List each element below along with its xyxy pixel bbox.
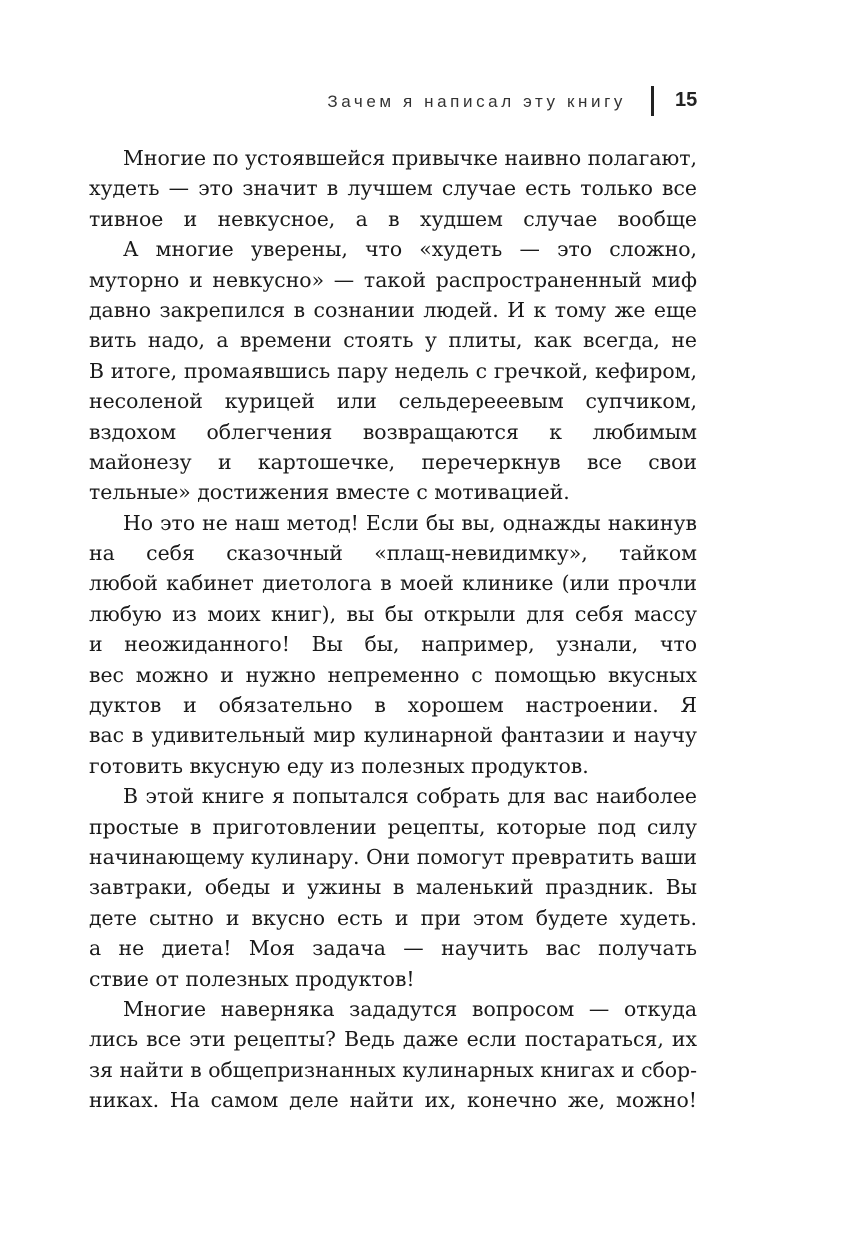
- text-line: никах. На самом деле найти их, конечно же, можно!: [89, 1088, 697, 1113]
- text-line: зя найти в общепризнанных кулинарных книгах и сбор-: [89, 1057, 697, 1082]
- text-line: тельные» достижения вместе с мотивацией.: [89, 480, 570, 505]
- text-line: и неожиданного! Вы бы, например, узнали, что: [89, 632, 697, 657]
- text-line: завтраки, обеды и ужины в маленький праздник. Вы: [89, 875, 697, 900]
- text-line: вздохом облегчения возвращаются к любимым: [89, 419, 697, 444]
- running-header: [0, 86, 844, 120]
- text-line: А многие уверены, что «худеть — это сложно,: [123, 237, 697, 262]
- text-line: несоленой курицей или сельдерееевым супчиком,: [89, 389, 697, 414]
- text-line: начинающему кулинару. Они помогут превратить ваши: [89, 844, 697, 869]
- text-line: вить надо, а времени стоять у плиты, как всегда, не: [89, 328, 697, 353]
- text-line: любой кабинет диетолога в моей клинике (или прочли: [89, 571, 697, 596]
- text-line: В итоге, промаявшись пару недель с гречкой, кефиром,: [89, 358, 697, 383]
- text-line: Многие наверняка зададутся вопросом — откуда: [123, 996, 697, 1021]
- body-text: [89, 143, 697, 1116]
- text-line: на себя сказочный «плащ-невидимку», тайком: [89, 541, 697, 566]
- text-line: готовить вкусную еду из полезных продуктов.: [89, 753, 589, 778]
- text-line: тивное и невкусное, а в худшем случае вообще: [89, 206, 697, 231]
- header-divider: [651, 86, 654, 116]
- text-line: а не диета! Моя задача — научить вас получать: [89, 936, 697, 961]
- text-line: любую из моих книг), вы бы открыли для себя массу: [89, 601, 697, 626]
- text-line: вес можно и нужно непременно с помощью вкусных: [89, 662, 697, 687]
- text-line: давно закрепился в сознании людей. И к тому же еще: [89, 297, 697, 322]
- text-line: лись все эти рецепты? Ведь даже если постараться, их: [89, 1027, 697, 1052]
- text-line: Но это не наш метод! Если бы вы, однажды накинув: [123, 510, 697, 535]
- text-line: майонезу и картошечке, перечеркнув все свои: [89, 449, 697, 474]
- text-line: вас в удивительный мир кулинарной фантазии и научу: [89, 723, 697, 748]
- text-line: В этой книге я попытался собрать для вас наиболее: [123, 784, 697, 809]
- running-title: Зачем я написал эту книгу: [327, 92, 626, 111]
- page-number: 15: [675, 89, 698, 111]
- text-line: худеть — это значит в лучшем случае есть только все: [89, 176, 697, 201]
- text-line: дете сытно и вкусно есть и при этом будете худеть.: [89, 905, 697, 930]
- text-line: Многие по устоявшейся привычке наивно полагают,: [123, 146, 697, 170]
- text-line: простые в приготовлении рецепты, которые под силу: [89, 814, 697, 839]
- text-line: дуктов и обязательно в хорошем настроении. Я: [89, 693, 697, 718]
- text-line: муторно и невкусно» — такой распространенный миф: [89, 267, 697, 292]
- text-line: ствие от полезных продуктов!: [89, 966, 415, 991]
